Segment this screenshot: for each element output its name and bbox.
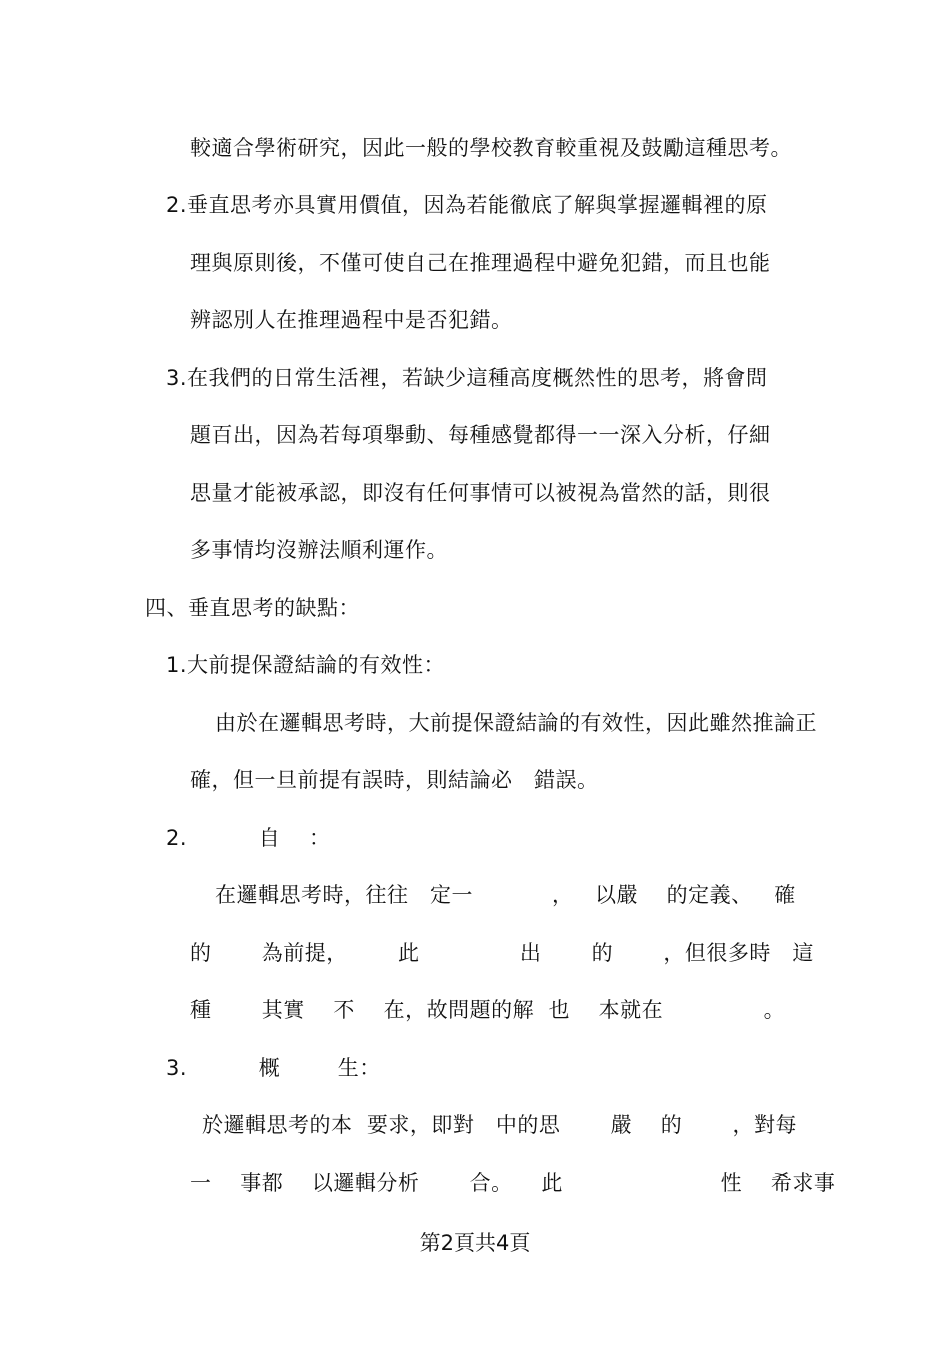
text-line-8: 多事情均沒辦法順利運作。 — [190, 538, 448, 562]
text-line-15: 的 為前提， 此 出 的 ，但很多時 這 — [190, 941, 814, 965]
text-line-7: 思量才能被承認，即沒有任何事情可以被視為當然的話，則很 — [190, 481, 771, 505]
text-line-11: 由於在邏輯思考時，大前提保證結論的有效性，因此雖然推論正 — [215, 711, 817, 735]
text-line-12: 確，但一旦前提有誤時，則結論必 錯誤。 — [190, 768, 599, 792]
text-line-16: 種 其實 不 在，故問題的解 也 本就在 。 — [190, 998, 786, 1022]
text-line-18: 於邏輯思考的本 要求，即對 中的思 嚴 的 ，對每 — [202, 1113, 798, 1137]
text-line-6: 題百出，因為若每項舉動、每種感覺都得一一深入分析，仔細 — [190, 423, 771, 447]
text-line-14: 在邏輯思考時，往往 定一 ， 以嚴 的定義、 確 — [215, 883, 796, 907]
text-line-4: 辨認別人在推理過程中是否犯錯。 — [190, 308, 513, 332]
list-item-3: 3.在我們的日常生活裡，若缺少這種高度概然性的思考，將會問 — [166, 366, 768, 390]
text-line-19: 一 事都 以邏輯分析 合。 此 性 希求事 — [190, 1171, 836, 1195]
text-line-1: 較適合學術研究，因此一般的學校教育較重視及鼓勵這種思考。 — [190, 136, 792, 160]
text-line-3: 理與原則後，不僅可使自己在推理過程中避免犯錯，而且也能 — [190, 251, 771, 275]
section-heading: 四、垂直思考的缺點： — [145, 596, 360, 620]
subheading-3: 3. 概 生： — [166, 1056, 381, 1080]
list-item-2: 2.垂直思考亦具實用價值，因為若能徹底了解與掌握邏輯裡的原 — [166, 193, 768, 217]
page-footer: 第2頁共4頁 — [419, 1231, 531, 1255]
subheading-1: 1.大前提保證結論的有效性： — [166, 653, 446, 677]
subheading-2: 2. 自 ： — [166, 826, 331, 850]
